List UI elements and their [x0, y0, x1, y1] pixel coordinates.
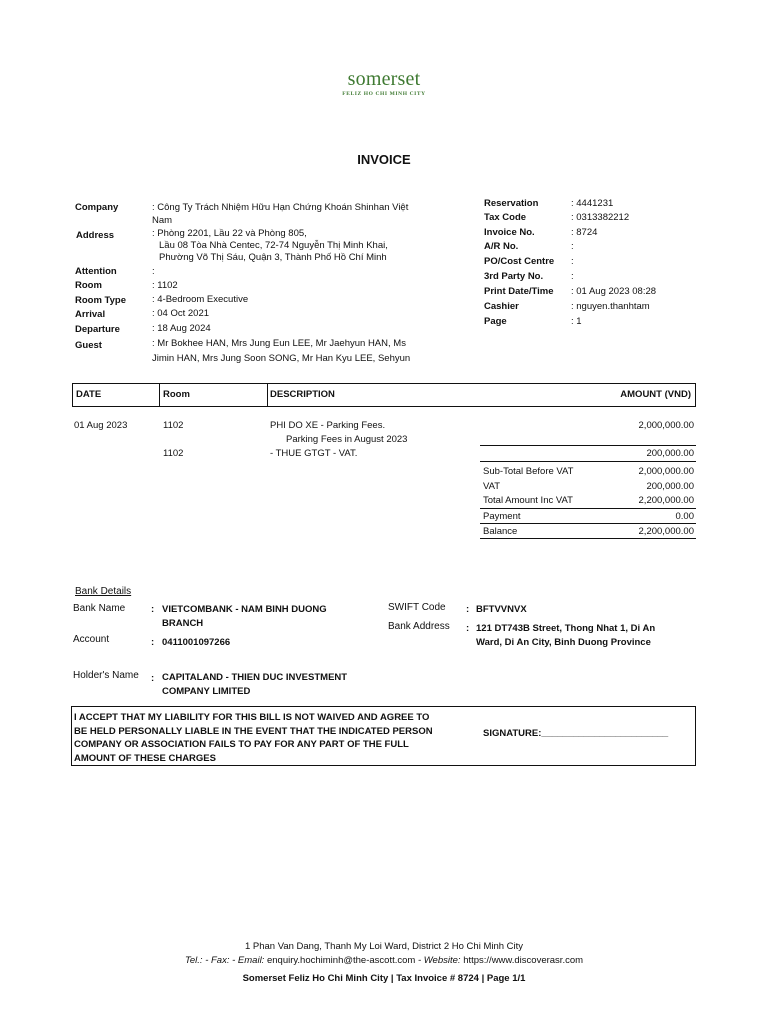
row-room: 1102 — [163, 448, 184, 459]
account-value: 0411001097266 — [162, 637, 231, 648]
room-type-value: : 4-Bedroom Executive — [152, 294, 249, 305]
row-room: 1102 — [163, 420, 184, 431]
po-cost-centre-label: PO/Cost Centre — [484, 256, 555, 267]
logo-subtitle: FELIZ HO CHI MINH CITY — [342, 91, 426, 97]
subtotal-label: Sub-Total Before VAT — [483, 466, 574, 477]
swift-label: SWIFT Code — [388, 602, 446, 613]
print-date-label: Print Date/Time — [484, 286, 554, 297]
invoice-no-label: Invoice No. — [484, 227, 535, 238]
cashier-label: Cashier — [484, 301, 519, 312]
holder-value: CAPITALAND - THIEN DUC INVESTMENT — [162, 672, 348, 683]
payment-label: Payment — [483, 511, 521, 522]
balance-label: Balance — [483, 526, 518, 537]
arrival-label: Arrival — [75, 309, 106, 320]
bank-address-label: Bank Address — [388, 621, 450, 632]
invoice-no-value: : 8724 — [571, 227, 598, 238]
row-description-sub: Parking Fees in August 2023 — [286, 434, 408, 445]
guest-label: Guest — [75, 340, 102, 351]
fax-label: - Fax: — [205, 955, 230, 966]
arrival-value: : 04 Oct 2021 — [152, 308, 210, 319]
colon: : — [151, 673, 155, 684]
bank-name-value-cont: BRANCH — [162, 618, 204, 629]
disclaimer-line: I ACCEPT THAT MY LIABILITY FOR THIS BILL IS NOT WAIVED AND AGREE TO — [74, 712, 430, 723]
address-line-3: Phường Võ Thị Sáu, Quận 3, Thành Phố Hồ Chí Minh — [159, 252, 387, 263]
total-label: Total Amount Inc VAT — [483, 495, 573, 506]
col-divider — [159, 384, 160, 406]
website-link[interactable]: https://www.discoverasr.com — [463, 955, 584, 966]
third-party-value: : — [571, 271, 574, 282]
swift-value: BFTVVNVX — [476, 604, 527, 615]
row-amount: 2,000,000.00 — [638, 420, 694, 431]
signature-line: SIGNATURE:________________________ — [483, 728, 669, 739]
footer-address: 1 Phan Van Dang, Thanh My Loi Ward, District 2 Ho Chi Minh City — [244, 941, 524, 952]
total-value: 2,200,000.00 — [638, 495, 694, 506]
email-link[interactable]: enquiry.hochiminh@the-ascott.com — [266, 955, 416, 966]
holder-value-cont: COMPANY LIMITED — [162, 686, 251, 697]
hotel-logo — [0, 68, 768, 98]
departure-value: : 18 Aug 2024 — [152, 323, 211, 334]
row-date: 01 Aug 2023 — [74, 420, 128, 431]
print-date-value: : 01 Aug 2023 08:28 — [571, 286, 657, 297]
colon: : — [466, 623, 470, 634]
third-party-label: 3rd Party No. — [484, 271, 544, 282]
account-label: Account — [73, 634, 110, 645]
col-divider — [267, 384, 268, 406]
vat-value: 200,000.00 — [646, 481, 694, 492]
row-description: - THUE GTGT - VAT. — [270, 448, 358, 459]
page-value: : 1 — [571, 316, 582, 327]
vat-label: VAT — [483, 481, 501, 492]
guest-value: : Mr Bokhee HAN, Mrs Jung Eun LEE, Mr Jaehyun HAN, Ms — [152, 338, 406, 349]
page-title: INVOICE — [357, 152, 411, 167]
col-amount: AMOUNT (VND) — [620, 389, 691, 400]
company-value: : Công Ty Trách Nhiệm Hữu Hạn Chứng Khoán Shinhan Việt — [152, 202, 409, 213]
charges-table-header — [72, 383, 696, 407]
col-room: Room — [163, 389, 190, 400]
po-cost-centre-value: : — [571, 256, 574, 267]
row-description: PHI DO XE - Parking Fees. — [270, 420, 386, 431]
bank-address-value-cont: Ward, Di An City, Binh Duong Province — [476, 637, 651, 648]
address-label: Address — [76, 230, 115, 241]
disclaimer-line: BE HELD PERSONALLY LIABLE IN THE EVENT THAT THE INDICATED PERSON — [74, 725, 433, 737]
ar-no-value: : — [571, 241, 574, 252]
logo-name: somerset — [347, 68, 421, 90]
bank-name-value: VIETCOMBANK - NAM BINH DUONG — [162, 604, 327, 615]
disclaimer-line: AMOUNT OF THESE CHARGES — [74, 752, 216, 764]
attention-value: : — [152, 266, 155, 277]
page-footer — [0, 940, 768, 986]
disclaimer-line: COMPANY OR ASSOCIATION FAILS TO PAY FOR ANY PART OF THE FULL — [74, 739, 409, 750]
email-label: - Email: — [232, 955, 265, 966]
company-value-cont: Nam — [152, 215, 173, 226]
company-label: Company — [75, 202, 119, 213]
room-label: Room — [75, 280, 102, 291]
balance-value: 2,200,000.00 — [638, 526, 694, 537]
bank-address-value: 121 DT743B Street, Thong Nhat 1, Di An — [476, 623, 656, 634]
colon: : — [151, 637, 155, 648]
address-line-1: : Phòng 2201, Lầu 22 và Phòng 805, — [152, 228, 307, 239]
bank-heading: Bank Details — [75, 586, 132, 597]
departure-label: Departure — [75, 324, 120, 335]
row-amount: 200,000.00 — [646, 448, 694, 459]
divider — [480, 523, 696, 524]
room-type-label: Room Type — [75, 295, 127, 306]
reservation-label: Reservation — [484, 198, 539, 209]
ar-no-label: A/R No. — [484, 241, 519, 252]
col-date: DATE — [76, 389, 102, 400]
divider — [480, 461, 696, 462]
reservation-value: : 4441231 — [571, 198, 614, 209]
holder-label: Holder's Name — [73, 670, 139, 681]
address-line-2: Lầu 08 Tòa Nhà Centec, 72-74 Nguyễn Thị Minh Khai, — [159, 240, 388, 251]
divider — [480, 538, 696, 539]
cashier-value: : nguyen.thanhtam — [571, 301, 650, 312]
footer-invoice-summary: Somerset Feliz Ho Chi Minh City | Tax Invoice # 8724 | Page 1/1 — [242, 973, 526, 984]
room-value: : 1102 — [152, 280, 178, 291]
page-label: Page — [484, 316, 507, 327]
tel-label: Tel.: — [184, 955, 203, 966]
divider — [480, 445, 696, 446]
bank-name-label: Bank Name — [73, 603, 126, 614]
divider — [480, 508, 696, 509]
tax-code-label: Tax Code — [484, 212, 527, 223]
tax-code-value: : 0313382212 — [571, 212, 630, 223]
col-description: DESCRIPTION — [270, 389, 335, 400]
attention-label: Attention — [75, 266, 117, 277]
guest-value-cont: Jimin HAN, Mrs Jung Soon SONG, Mr Han Kyu LEE, Sehyun — [152, 353, 411, 364]
colon: : — [466, 604, 470, 615]
colon: : — [151, 604, 155, 615]
payment-value: 0.00 — [675, 511, 694, 522]
liability-disclaimer — [71, 706, 696, 766]
website-label: - Website: — [417, 955, 461, 966]
disclaimer-text — [74, 711, 474, 765]
subtotal-value: 2,000,000.00 — [638, 466, 694, 477]
footer-contact — [0, 954, 768, 968]
